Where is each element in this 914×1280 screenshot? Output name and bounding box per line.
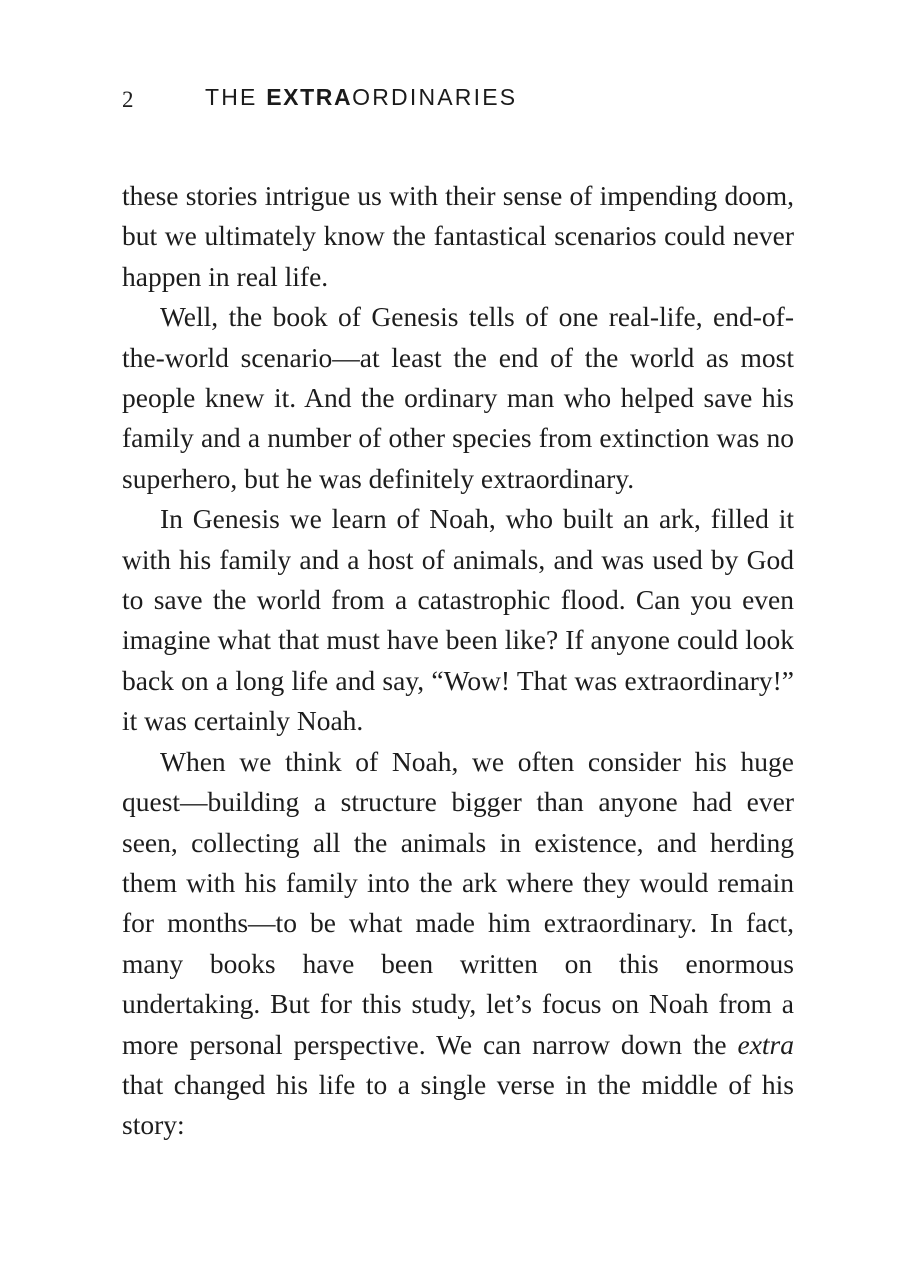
paragraph-3 [122, 499, 794, 741]
running-head-post: ORDINARIES [352, 84, 518, 110]
page-number: 2 [122, 87, 134, 112]
running-head [205, 84, 517, 111]
paragraph-1-text: these stories intrigue us with their sense of impending doom, but we ultimately know the fantastical scenarios could never happen in real life. [122, 180, 794, 292]
running-head-pre: THE [205, 84, 267, 110]
paragraph-4 [122, 742, 794, 1146]
paragraph-4-text-after: that changed his life to a single verse in the middle of his story: [122, 1068, 794, 1141]
paragraph-2 [122, 297, 794, 499]
paragraph-1 [122, 176, 794, 297]
paragraph-4-italic-word: extra [737, 1028, 794, 1060]
paragraph-2-text: Well, the book of Genesis tells of one real-life, end-of-the-world scenario—at least the end of the world as most people knew it. And the ordinary man who helped save his family and a number of other species from extinction was no superhero, but he was definitely extraordinary. [122, 301, 794, 494]
body-text-block [122, 176, 794, 1146]
page-header [122, 84, 793, 114]
paragraph-3-text: In Genesis we learn of Noah, who built an ark, filled it with his family and a host of animals, and was used by God to save the world from a catastrophic flood. Can you even imagine what that must have been like? If anyone could look back on a long life and say, “Wow! That was extraordinary!” it was certainly Noah. [122, 503, 794, 737]
running-head-emphasis: EXTRA [266, 84, 353, 110]
paragraph-4-text-before: When we think of Noah, we often consider his huge quest—building a structure bigger than anyone had ever seen, collecting all the animals in existence, and herding them with his family into the ark where they would remain for months—to be what made him extraordinary. In fact, many books have been written on this enormous undertaking. But for this study, let’s focus on Noah from a more personal perspective. We can narrow down the [122, 745, 794, 1060]
